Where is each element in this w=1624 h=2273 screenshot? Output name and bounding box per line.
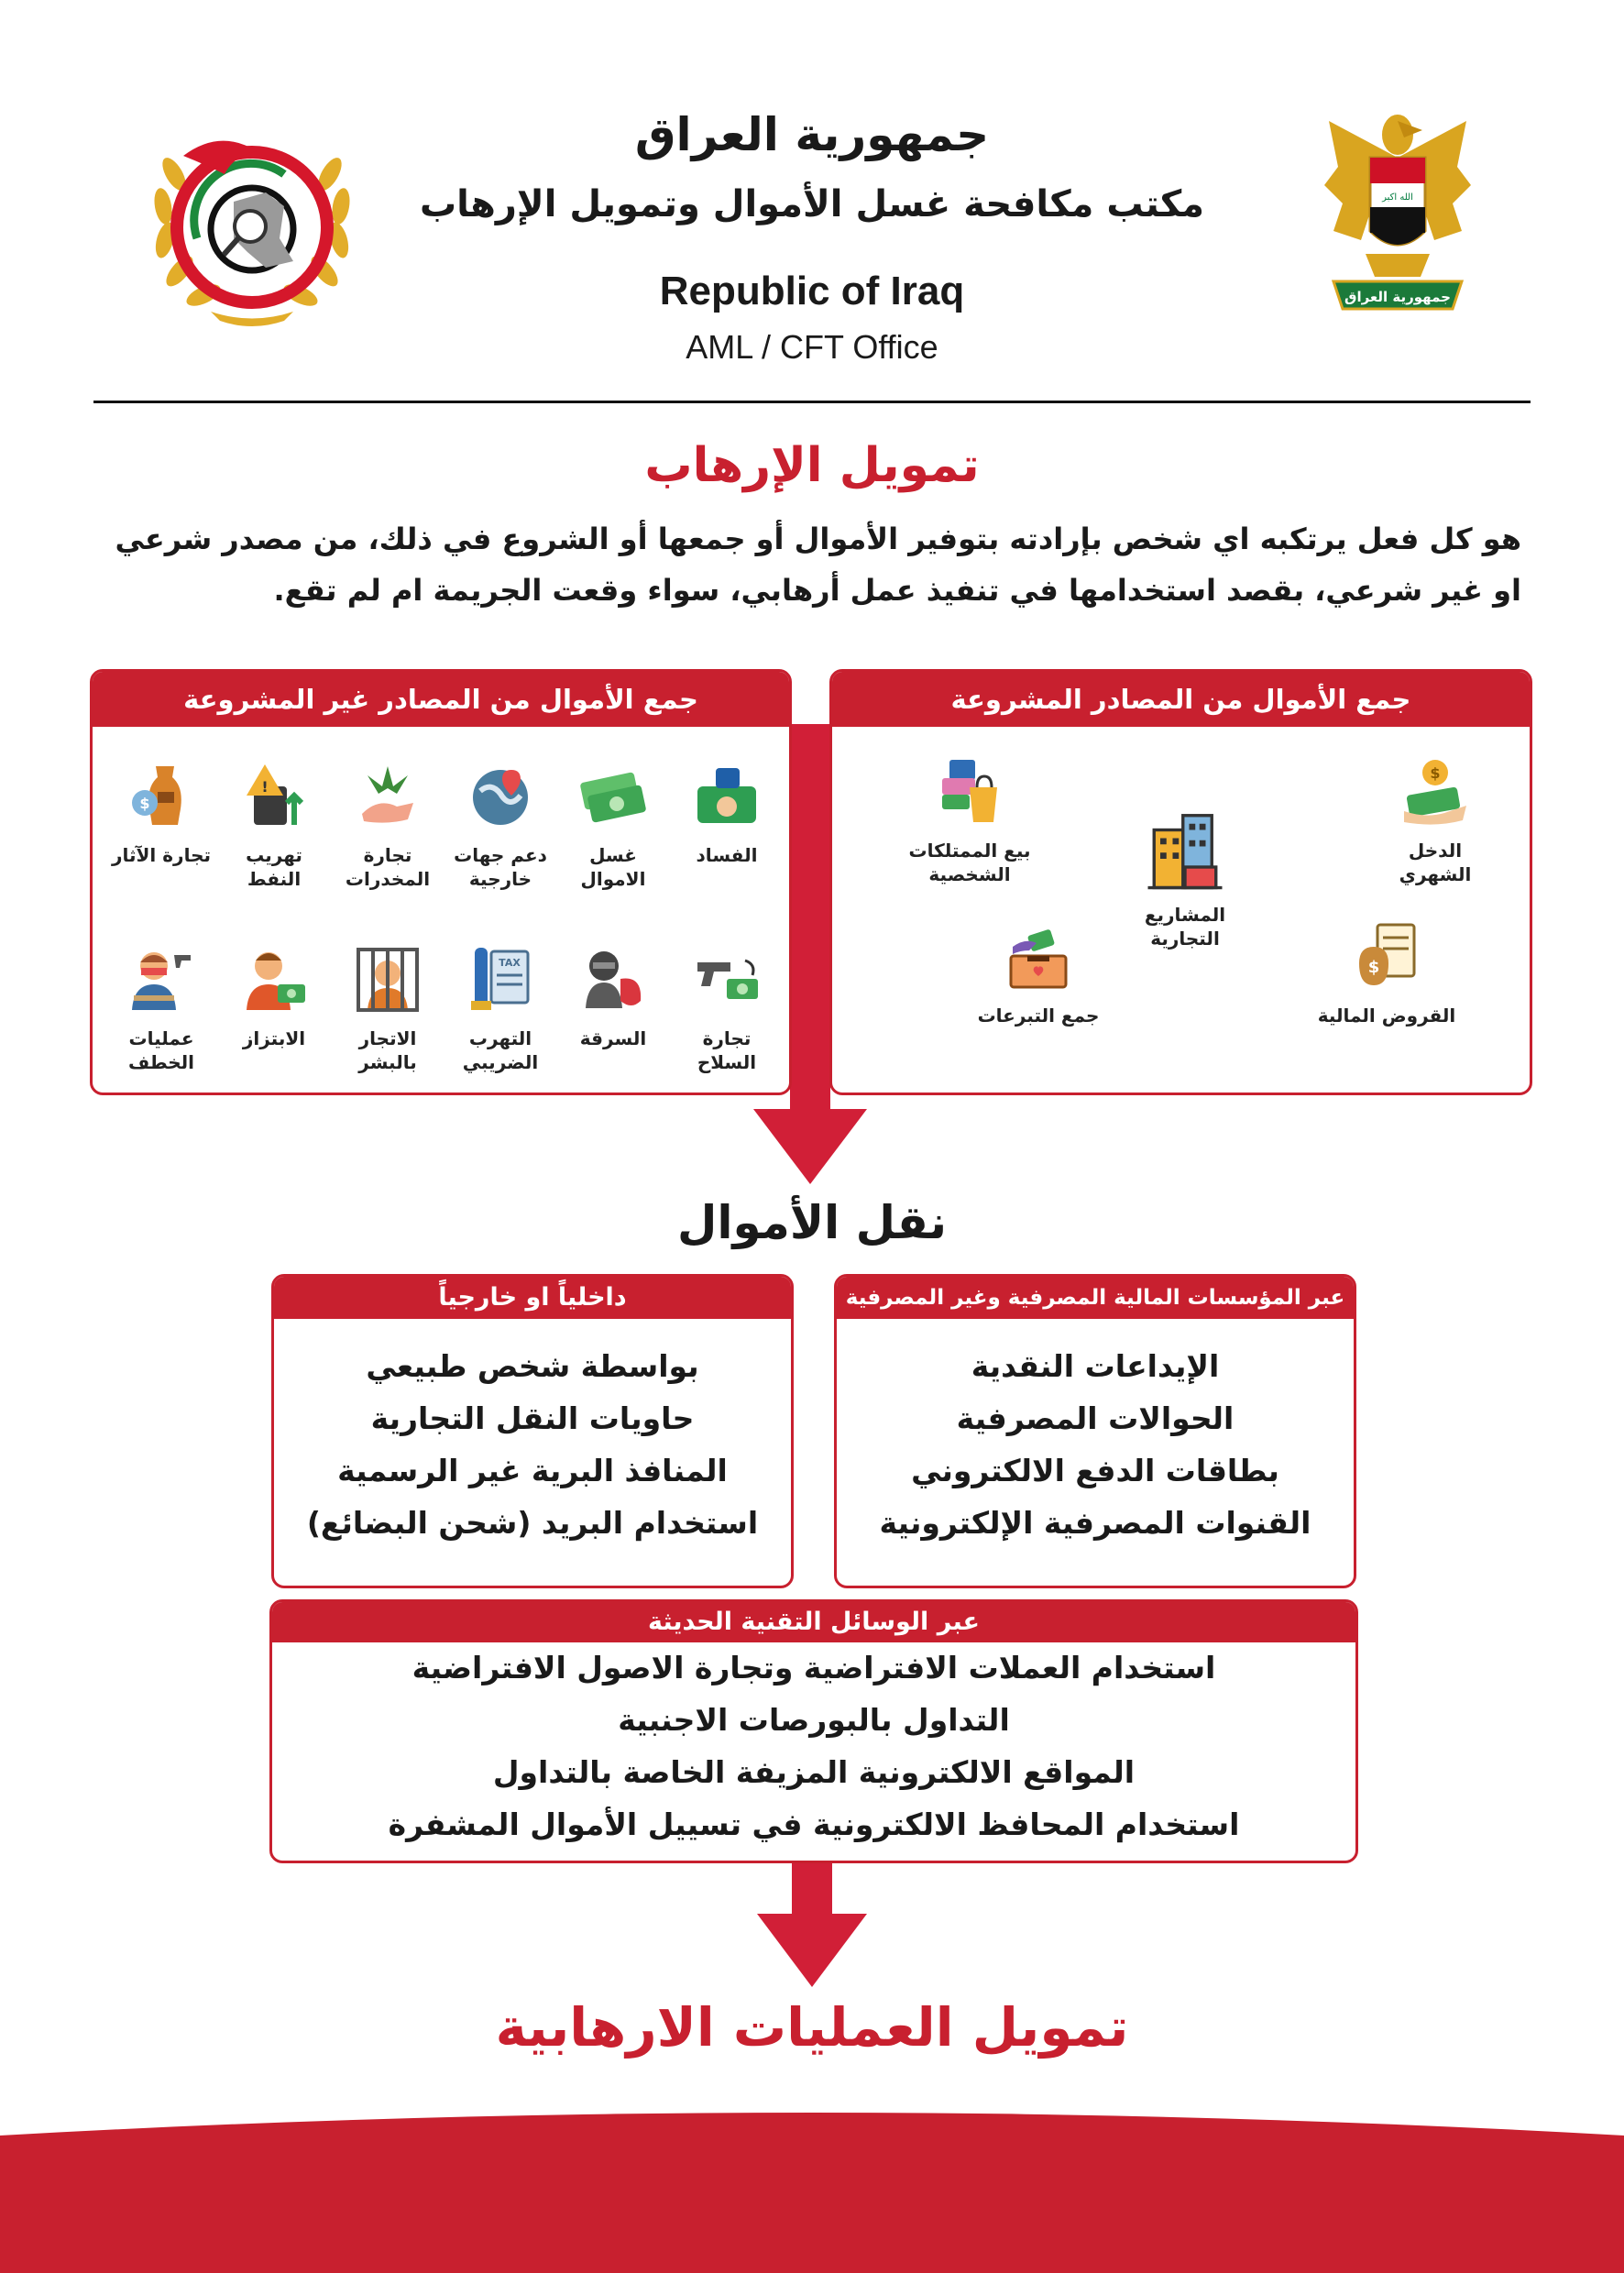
header-office-en: AML / CFT Office xyxy=(686,328,938,366)
illegal-item-tax-evasion: TAX التهرب الضريبي xyxy=(445,942,555,1074)
header-divider xyxy=(93,401,1531,403)
header-office-ar: مكتب مكافحة غسل الأموال وتمويل الإرهاب xyxy=(419,183,1205,225)
illegal-item-foreign-support: دعم جهات خارجية xyxy=(445,759,555,891)
svg-text:$: $ xyxy=(1367,958,1380,977)
illegal-item-corruption: الفساد xyxy=(672,759,782,867)
illegal-item-arms: تجارة السلاح xyxy=(672,942,782,1074)
human-trafficking-icon xyxy=(351,942,424,1016)
illegal-item-theft: السرقة xyxy=(558,942,668,1050)
personal-property-sale-icon xyxy=(933,754,1006,828)
institutions-heading: عبر المؤسسات المالية المصرفية وغير المصرفية xyxy=(837,1277,1354,1319)
illegal-sources-heading: جمع الأموال من المصادر غير المشروعة xyxy=(93,672,789,727)
tech-line-2: التداول بالبورصات الاجنبية xyxy=(618,1702,1010,1738)
svg-text:TAX: TAX xyxy=(499,957,521,969)
financial-loan-icon xyxy=(1350,919,1423,993)
definition-text: هو كل فعل يرتكبه اي شخص بإرادته بتوفير الأموال أو جمعها أو الشروع في ذلك، من مصدر شرعي او غير شرعي، بقصد استخدامها في تنفيذ عمل أرهابي، سواء وقعت الجريمة ام لم تقع. xyxy=(115,522,1521,608)
domestic-line-2: حاويات النقل التجارية xyxy=(370,1400,695,1436)
arrow-down-icon xyxy=(753,1109,867,1184)
emblem-banner-text: جمهورية العراق xyxy=(1344,289,1451,305)
institutions-line-1: الإيداعات النقدية xyxy=(971,1348,1220,1384)
conclusion-title: تمويل العمليات الارهابية xyxy=(495,1996,1129,2059)
domestic-heading: داخلياً او خارجياً xyxy=(274,1277,791,1319)
legal-sources-heading: جمع الأموال من المصادر المشروعة xyxy=(832,672,1530,727)
foreign-support-icon xyxy=(464,759,537,832)
illegal-sources-box xyxy=(90,669,792,1095)
antiquities-trade-icon xyxy=(125,759,198,832)
arms-trade-icon xyxy=(690,942,763,1016)
illegal-item-oil-smuggling: ! تهريب النفط xyxy=(219,759,329,891)
institutions-line-4: القنوات المصرفية الإلكترونية xyxy=(879,1505,1311,1541)
svg-text:الله اكبر: الله اكبر xyxy=(1382,192,1413,203)
svg-text:!: ! xyxy=(261,778,269,796)
legal-item-monthly-income: $ الدخل الشهري xyxy=(1371,754,1499,886)
domestic-line-3: المنافذ البرية غير الرسمية xyxy=(337,1453,728,1488)
institutions-line-3: بطاقات الدفع الالكتروني xyxy=(911,1453,1279,1488)
arrow-down-icon xyxy=(757,1914,867,1987)
header-title-en: Republic of Iraq xyxy=(659,269,965,313)
institutions-line-2: الحوالات المصرفية xyxy=(956,1400,1234,1436)
illegal-item-extortion: الابتزاز xyxy=(219,942,329,1050)
footer-wave xyxy=(0,2108,1624,2273)
page-title: تمويل الإرهاب xyxy=(644,438,980,493)
kidnapping-icon xyxy=(125,942,198,1016)
tax-evasion-icon xyxy=(464,942,537,1016)
illegal-item-money-laundering: غسل الاموال xyxy=(558,759,668,891)
domestic-line-1: بواسطة شخص طبيعي xyxy=(366,1348,699,1384)
extortion-icon xyxy=(237,942,311,1016)
tech-line-1: استخدام العملات الافتراضية وتجارة الاصول الافتراضية xyxy=(411,1650,1216,1686)
oil-smuggling-icon xyxy=(237,759,311,832)
business-buildings-icon xyxy=(1144,809,1226,892)
svg-text:$: $ xyxy=(139,795,150,812)
connector-shaft-top xyxy=(790,724,830,1118)
domestic-line-4: استخدام البريد (شحن البضائع) xyxy=(306,1505,759,1541)
illegal-item-antiquities: $ تجارة الآثار xyxy=(106,759,216,867)
tech-line-4: استخدام المحافظ الالكترونية في تسييل الأموال المشفرة xyxy=(388,1806,1240,1842)
illegal-item-kidnapping: عمليات الخطف xyxy=(106,942,216,1074)
institutions-box xyxy=(834,1274,1356,1588)
legal-sources-box xyxy=(829,669,1532,1095)
legal-item-business-projects: المشاريع التجارية xyxy=(1116,809,1254,950)
donation-box-icon xyxy=(1002,919,1075,993)
legal-item-property-sale: بيع الممتلكات الشخصية xyxy=(887,754,1052,886)
illegal-item-drug-trade: تجارة المخدرات xyxy=(333,759,443,891)
money-laundering-icon xyxy=(576,759,650,832)
svg-text:$: $ xyxy=(1430,764,1441,782)
header-title-ar: جمهورية العراق xyxy=(634,108,990,161)
tech-line-3: المواقع الالكترونية المزيفة الخاصة بالتداول xyxy=(492,1754,1136,1790)
legal-item-loans: $ القروض المالية xyxy=(1309,919,1465,1027)
theft-icon xyxy=(576,942,650,1016)
transfer-title: نقل الأموال xyxy=(677,1196,947,1249)
illegal-item-human-trafficking: الاتجار بالبشر xyxy=(333,942,443,1074)
monthly-income-icon xyxy=(1399,754,1472,828)
domestic-box xyxy=(271,1274,794,1588)
drug-trade-icon xyxy=(351,759,424,832)
tech-heading: عبر الوسائل التقنية الحديثة xyxy=(272,1602,1355,1642)
connector-shaft-bottom xyxy=(792,1863,832,1916)
legal-item-donations: جمع التبرعات xyxy=(960,919,1116,1027)
tech-box xyxy=(269,1599,1358,1863)
corruption-icon xyxy=(690,759,763,832)
